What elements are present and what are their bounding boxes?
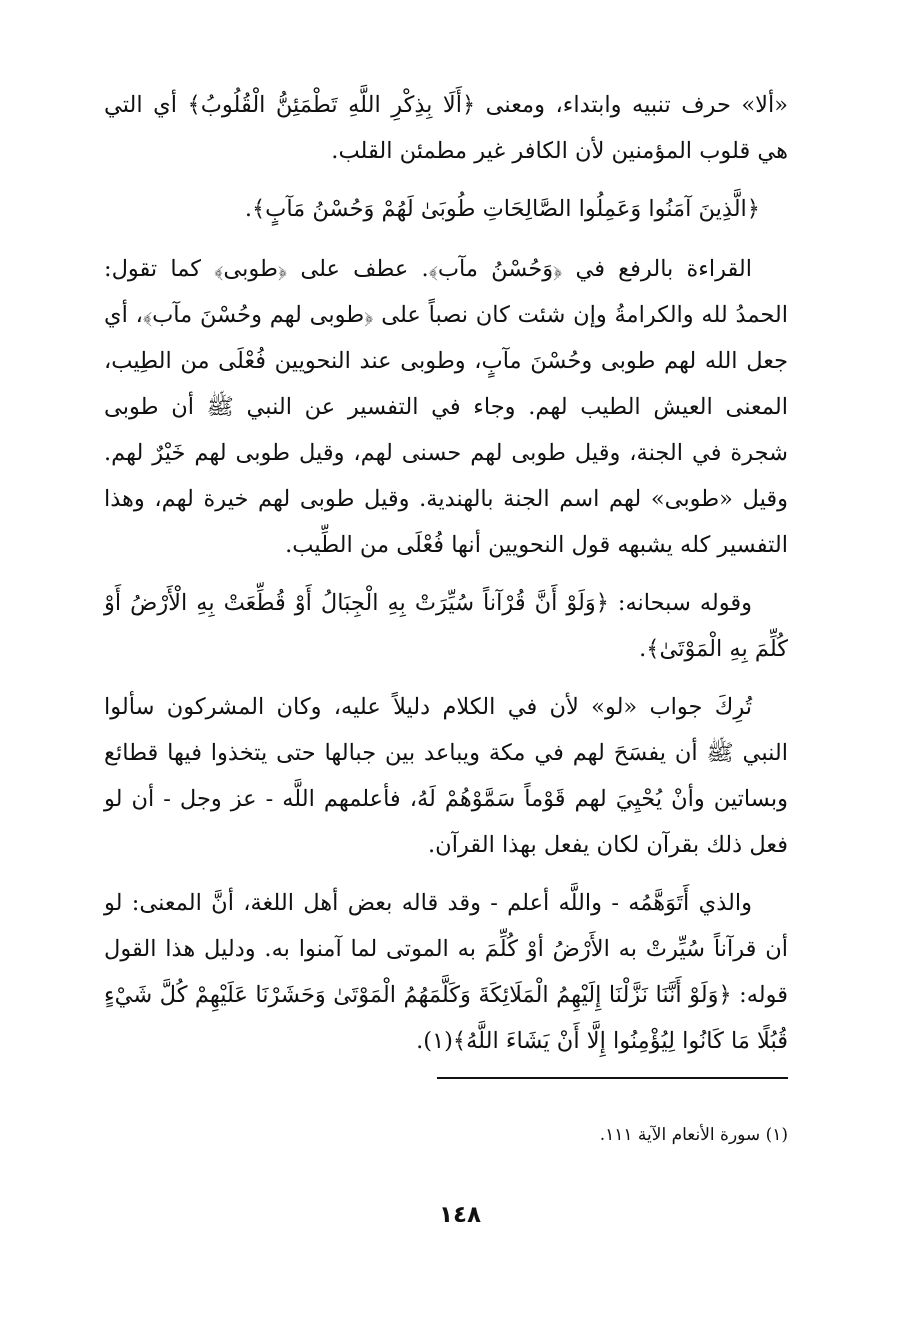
footnote-divider — [437, 1077, 788, 1079]
paragraph-ala-explanation: «ألا» حرف تنبيه وابتداء، ومعنى ﴿أَلَا بِذِكْرِ اللَّهِ تَطْمَئِنُّ الْقُلُوبُ﴾ أي التي هي قلوب المؤمنين لأن الكافر غير مطمئن القلب. — [104, 92, 788, 164]
paragraph-tuba-reading: القراءة بالرفع في ﴿وَحُسْنُ مآب﴾. عطف على ﴿طوبى﴾ كما تقول: الحمدُ لله والكرامةُ وإن شئت كان نصباً على ﴿طوبى لهم وحُسْنَ مآب﴾، أي جعل الله لهم طوبى وحُسْنَ مآبٍ، وطوبى عند النحويين فُعْلَى من الطِيب، المعنى العيش الطيب لهم. وجاء في التفسير عن النبي ﷺ أن طوبى شجرة في الجنة، وقيل طوبى لهم حسنى لهم، وقيل طوبى لهم خَيْرٌ لهم. وقيل «طوبى» لهم اسم الجنة بالهندية. وقيل طوبى لهم خيرة لهم، وهذا التفسير كله يشبهه قول النحويين أنها فُعْلَى من الطِّيب. — [104, 256, 788, 558]
paragraph-author-opinion: والذي أَتَوَهَّمُه - واللَّه أعلم - وقد قاله بعض أهل اللغة، أنَّ المعنى: لو أن قرآناً سُيِّرتْ به الأَرْضُ أوْ كُلِّمَ به الموتى لما آمنوا به. ودليل هذا القول قوله: ﴿وَلَوْ أَنَّنَا نَزَّلْنَا إِلَيْهِمُ الْمَلَائِكَةَ وَكَلَّمَهُمُ الْمَوْتَىٰ وَحَشَرْنَا عَلَيْهِمْ كُلَّ شَيْءٍ قُبُلًا مَا كَانُوا لِيُؤْمِنُوا إِلَّا أَنْ يَشَاءَ اللَّهُ﴾(١). — [104, 890, 788, 1054]
page-number: ١٤٨ — [438, 1202, 482, 1228]
paragraph-verse-quran-mountains: وقوله سبحانه: ﴿وَلَوْ أَنَّ قُرْآناً سُيِّرَتْ بِهِ الْجِبَالُ أَوْ قُطِّعَتْ بِهِ الْأَرْضُ أَوْ كُلِّمَ بِهِ الْمَوْتَىٰ﴾. — [104, 590, 788, 662]
footnote: (١) سورة الأنعام الآية ١١١. — [599, 1125, 788, 1145]
paragraph-verse-tuba: ﴿الَّذِينَ آمَنُوا وَعَمِلُوا الصَّالِحَاتِ طُوبَىٰ لَهُمْ وَحُسْنُ مَآبٍ﴾. — [244, 196, 760, 222]
main-text — [104, 82, 788, 1076]
paragraph-law-answer: تُرِكَ جواب «لو» لأن في الكلام دليلاً عليه، وكان المشركون سألوا النبي ﷺ أن يفسَحَ لهم في مكة ويباعد بين جبالها حتى يتخذوا فيها قطائع وبساتين وأنْ يُحْيِيَ لهم قَوْماً سَمَّوْهُمْ لَهُ، فأعلمهم اللَّه - عز وجل - أن لو فعل ذلك بقرآن لكان يفعل بهذا القرآن. — [104, 694, 788, 858]
